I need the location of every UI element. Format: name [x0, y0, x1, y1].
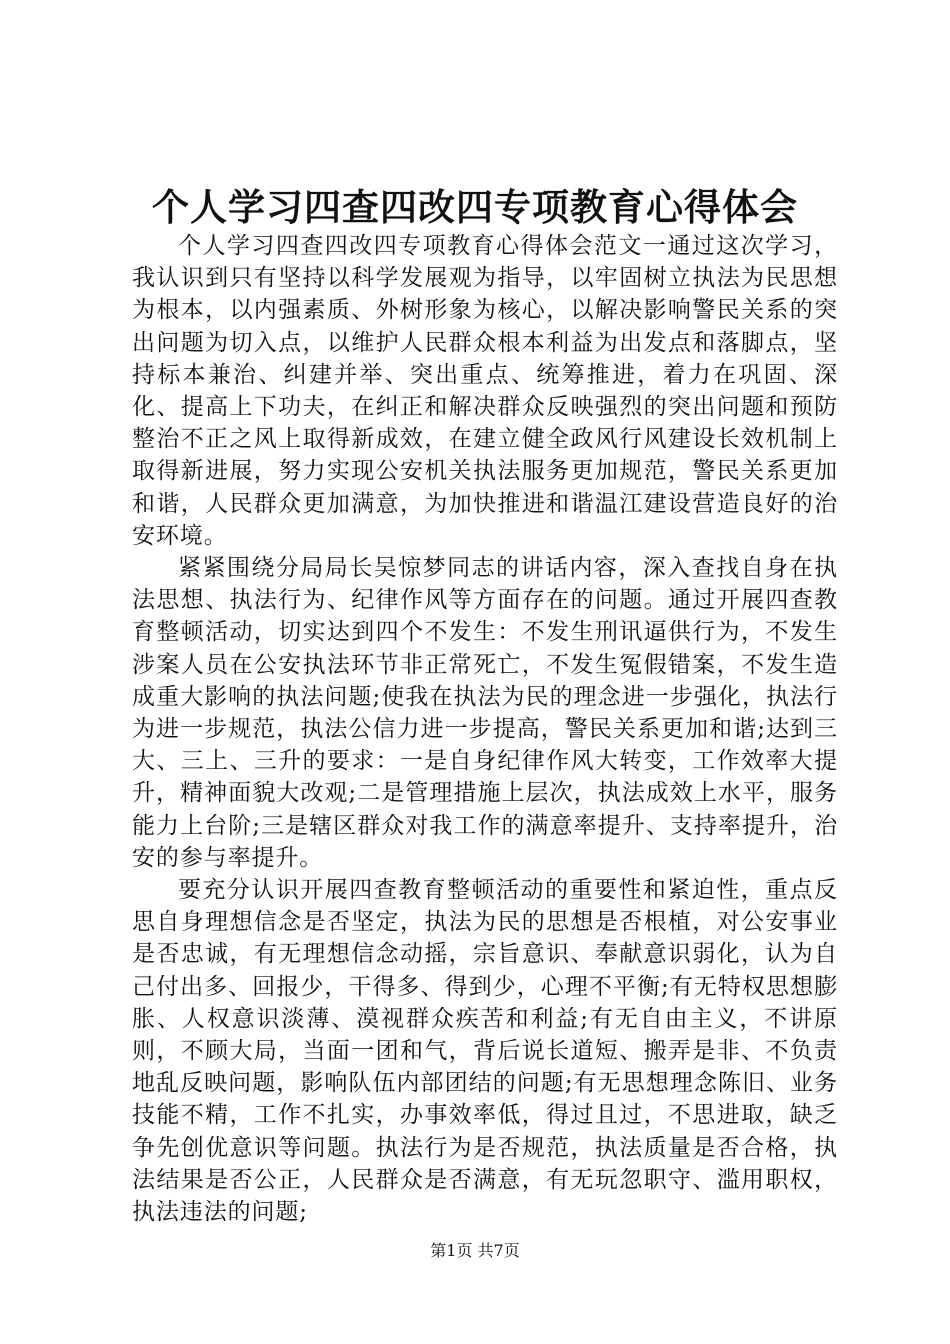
paragraph-1: 个人学习四查四改四专项教育心得体会范文一通过这次学习，我认识到只有坚持以科学发展观为指导，以牢固树立执法为民思想为根本，以内强素质、外树形象为核心，以解决影响警民关系的突出问题为切入点，以维护人民群众根本利益为出发点和落脚点，坚持标本兼治、纠建并举、突出重点、统筹推进，着力在巩固、深化、提高上下功夫，在纠正和解决群众反映强烈的突出问题和预防整治不正之风上取得新成效，在建立健全政风行风建设长效机制上取得新进展，努力实现公安机关执法服务更加规范，警民关系更加和谐，人民群众更加满意，为加快推进和谐温江建设营造良好的治安环境。 [132, 233, 838, 549]
document-title: 个人学习四查四改四专项教育心得体会 [152, 185, 798, 229]
paragraph-2: 紧紧围绕分局局长吴惊梦同志的讲话内容，深入查找自身在执法思想、执法行为、纪律作风等方面存在的问题。通过开展四查教育整顿活动，切实达到四个不发生：不发生刑讯逼供行为，不发生涉案人员在公安执法环节非正常死亡，不发生冤假错案，不发生造成重大影响的执法问题;使我在执法为民的理念进一步强化，执法行为进一步规范，执法公信力进一步提高，警民关系更加和谐;达到三大、三上、三升的要求：一是自身纪律作风大转变，工作效率大提升，精神面貌大改观;二是管理措施上层次，执法成效上水平，服务能力上台阶;三是辖区群众对我工作的满意率提升、支持率提升，治安的参与率提升。 [132, 555, 838, 871]
document-body [132, 230, 838, 1228]
page-footer: 第1页 共7页 [430, 1241, 520, 1260]
paragraph-3: 要充分认识开展四查教育整顿活动的重要性和紧迫性，重点反思自身理想信念是否坚定，执法为民的思想是否根植，对公安事业是否忠诚，有无理想信念动摇，宗旨意识、奉献意识弱化，认为自己付出多、回报少，干得多、得到少，心理不平衡;有无特权思想膨胀、人权意识淡薄、漠视群众疾苦和利益;有无自由主义，不讲原则，不顾大局，当面一团和气，背后说长道短、搬弄是非、不负责地乱反映问题，影响队伍内部团结的问题;有无思想理念陈旧、业务技能不精，工作不扎实，办事效率低，得过且过，不思进取，缺乏争先创优意识等问题。执法行为是否规范，执法质量是否合格，执法结果是否公正，人民群众是否满意，有无玩忽职守、滥用职权，执法违法的问题; [132, 877, 838, 1226]
